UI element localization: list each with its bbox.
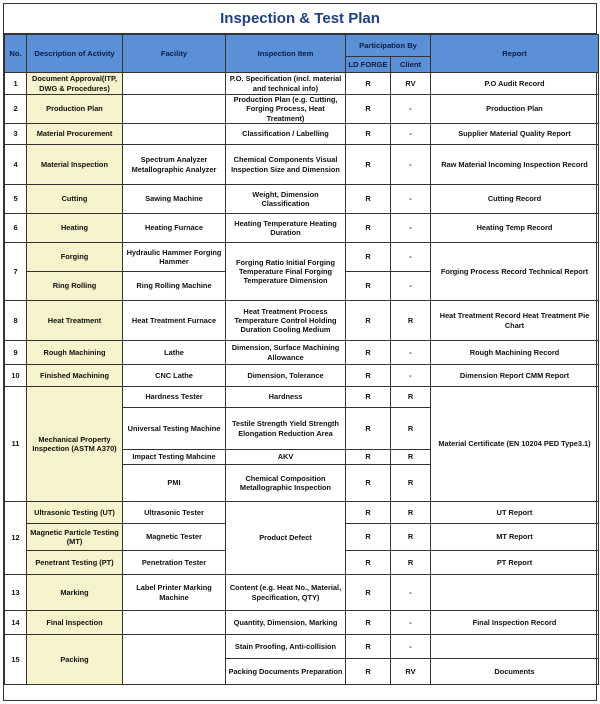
- inspection-item: Production Plan (e.g. Cutting, Forging Process, Heat Treatment): [226, 95, 346, 124]
- inspection-item: Weight, Dimension Classification: [226, 185, 346, 214]
- table-row: [5, 387, 599, 408]
- report: [431, 575, 599, 611]
- report: Heat Treatment Record Heat Treatment Pie Chart: [431, 301, 599, 341]
- facility: Impact Testing Mahcine: [123, 450, 226, 465]
- ld-forge-code: R: [346, 214, 391, 243]
- header-description: Description of Activity: [27, 35, 123, 73]
- row-number: 1: [5, 73, 27, 95]
- report: PT Report: [431, 551, 599, 575]
- inspection-item: Content (e.g. Heat No., Material, Specification, QTY): [226, 575, 346, 611]
- activity: Forging: [27, 243, 123, 272]
- report: MT Report: [431, 524, 599, 551]
- activity: Mechanical Property Inspection (ASTM A370): [27, 387, 123, 502]
- document-title: Inspection & Test Plan: [4, 4, 596, 34]
- inspection-item: Quantity, Dimension, Marking: [226, 611, 346, 635]
- client-code: RV: [391, 73, 431, 95]
- ld-forge-code: R: [346, 635, 391, 659]
- ld-forge-code: R: [346, 272, 391, 301]
- client-code: -: [391, 145, 431, 185]
- report: Raw Material Incoming Inspection Record: [431, 145, 599, 185]
- ld-forge-code: R: [346, 450, 391, 465]
- activity: Finished Machining: [27, 365, 123, 387]
- row-number: 8: [5, 301, 27, 341]
- report: Heating Temp Record: [431, 214, 599, 243]
- report: [431, 635, 599, 659]
- client-code: -: [391, 185, 431, 214]
- client-code: R: [391, 524, 431, 551]
- ld-forge-code: R: [346, 502, 391, 524]
- facility: Spectrum Analyzer Metallographic Analyzer: [123, 145, 226, 185]
- table-row: [5, 214, 599, 243]
- activity: Penetrant Testing (PT): [27, 551, 123, 575]
- client-code: R: [391, 301, 431, 341]
- header-client: Client: [391, 57, 431, 73]
- ld-forge-code: R: [346, 124, 391, 145]
- row-number: 6: [5, 214, 27, 243]
- facility: Heat Treatment Furnace: [123, 301, 226, 341]
- client-code: -: [391, 272, 431, 301]
- inspection-item: P.O. Specification (incl. material and technical info): [226, 73, 346, 95]
- row-number: 7: [5, 243, 27, 301]
- table-row: [5, 145, 599, 185]
- facility: Hydraulic Hammer Forging Hammer: [123, 243, 226, 272]
- table-row: [5, 611, 599, 635]
- inspection-item: Forging Ratio Initial Forging Temperature Final Forging Temperature Dimension: [226, 243, 346, 301]
- inspection-item: Packing Documents Preparation: [226, 659, 346, 685]
- ld-forge-code: R: [346, 301, 391, 341]
- ld-forge-code: R: [346, 95, 391, 124]
- client-code: R: [391, 450, 431, 465]
- table-row: [5, 124, 599, 145]
- row-number: 4: [5, 145, 27, 185]
- facility: [123, 124, 226, 145]
- row-number: 3: [5, 124, 27, 145]
- client-code: RV: [391, 659, 431, 685]
- ld-forge-code: R: [346, 524, 391, 551]
- inspection-item: Chemical Composition Metallographic Inspection: [226, 465, 346, 502]
- table-row: [5, 635, 599, 659]
- activity: Production Plan: [27, 95, 123, 124]
- facility: Penetration Tester: [123, 551, 226, 575]
- report: Supplier Material Quality Report: [431, 124, 599, 145]
- header-participation: Participation By: [346, 35, 431, 57]
- table-row: [5, 301, 599, 341]
- client-code: -: [391, 214, 431, 243]
- inspection-item: Testile Strength Yield Strength Elongation Reduction Area: [226, 408, 346, 450]
- activity: Final Inspection: [27, 611, 123, 635]
- report: UT Report: [431, 502, 599, 524]
- inspection-table: [4, 34, 599, 685]
- inspection-item: Classification / Labelling: [226, 124, 346, 145]
- row-number: 9: [5, 341, 27, 365]
- activity: Document Approval(ITP, DWG & Procedures): [27, 73, 123, 95]
- header-inspection-item: Inspection Item: [226, 35, 346, 73]
- row-number: 2: [5, 95, 27, 124]
- row-number: 15: [5, 635, 27, 685]
- facility: [123, 611, 226, 635]
- facility: Universal Testing Machine: [123, 408, 226, 450]
- ld-forge-code: R: [346, 145, 391, 185]
- activity: Marking: [27, 575, 123, 611]
- facility: Ultrasonic Tester: [123, 502, 226, 524]
- facility: Ring Rolling Machine: [123, 272, 226, 301]
- client-code: -: [391, 635, 431, 659]
- report: Dimension Report CMM Report: [431, 365, 599, 387]
- report: Production Plan: [431, 95, 599, 124]
- table-row: [5, 365, 599, 387]
- client-code: -: [391, 341, 431, 365]
- client-code: -: [391, 95, 431, 124]
- facility: PMI: [123, 465, 226, 502]
- ld-forge-code: R: [346, 659, 391, 685]
- facility: [123, 635, 226, 685]
- ld-forge-code: R: [346, 73, 391, 95]
- activity: Material Procurement: [27, 124, 123, 145]
- table-row: [5, 502, 599, 524]
- facility: [123, 73, 226, 95]
- ld-forge-code: R: [346, 185, 391, 214]
- activity: Rough Machining: [27, 341, 123, 365]
- inspection-item: Stain Proofing, Anti-collision: [226, 635, 346, 659]
- activity: Cutting: [27, 185, 123, 214]
- ld-forge-code: R: [346, 575, 391, 611]
- inspection-item: Product Defect: [226, 502, 346, 575]
- header-no: No.: [5, 35, 27, 73]
- row-number: 14: [5, 611, 27, 635]
- activity: Packing: [27, 635, 123, 685]
- facility: Hardness Tester: [123, 387, 226, 408]
- report: Material Certificate (EN 10204 PED Type3.1): [431, 387, 599, 502]
- table-row: [5, 95, 599, 124]
- row-number: 11: [5, 387, 27, 502]
- client-code: R: [391, 387, 431, 408]
- row-number: 10: [5, 365, 27, 387]
- report: P.O Audit Record: [431, 73, 599, 95]
- facility: Magnetic Tester: [123, 524, 226, 551]
- inspection-item: Heating Temperature Heating Duration: [226, 214, 346, 243]
- facility: Heating Furnace: [123, 214, 226, 243]
- header-report: Report: [431, 35, 599, 73]
- client-code: -: [391, 243, 431, 272]
- client-code: R: [391, 408, 431, 450]
- activity: Heat Treatment: [27, 301, 123, 341]
- client-code: R: [391, 502, 431, 524]
- header-facility: Facility: [123, 35, 226, 73]
- header-ld-forge: LD FORGE: [346, 57, 391, 73]
- inspection-item: AKV: [226, 450, 346, 465]
- report: Forging Process Record Technical Report: [431, 243, 599, 301]
- client-code: R: [391, 465, 431, 502]
- client-code: -: [391, 365, 431, 387]
- ld-forge-code: R: [346, 341, 391, 365]
- activity: Heating: [27, 214, 123, 243]
- activity: Magnetic Particle Testing (MT): [27, 524, 123, 551]
- table-row: [5, 575, 599, 611]
- activity: Ultrasonic Testing (UT): [27, 502, 123, 524]
- facility: Label Printer Marking Machine: [123, 575, 226, 611]
- itp-document: [3, 3, 597, 701]
- report: Cutting Record: [431, 185, 599, 214]
- report: Rough Machining Record: [431, 341, 599, 365]
- ld-forge-code: R: [346, 387, 391, 408]
- client-code: -: [391, 575, 431, 611]
- row-number: 13: [5, 575, 27, 611]
- inspection-item: Dimension, Surface Machining Allowance: [226, 341, 346, 365]
- ld-forge-code: R: [346, 465, 391, 502]
- row-number: 12: [5, 502, 27, 575]
- facility: [123, 95, 226, 124]
- ld-forge-code: R: [346, 611, 391, 635]
- inspection-item: Hardness: [226, 387, 346, 408]
- inspection-item: Chemical Components Visual Inspection Size and Dimension: [226, 145, 346, 185]
- table-row: [5, 341, 599, 365]
- ld-forge-code: R: [346, 243, 391, 272]
- client-code: -: [391, 611, 431, 635]
- row-number: 5: [5, 185, 27, 214]
- report: Final Inspection Record: [431, 611, 599, 635]
- report: Documents: [431, 659, 599, 685]
- table-row: [5, 185, 599, 214]
- ld-forge-code: R: [346, 408, 391, 450]
- ld-forge-code: R: [346, 551, 391, 575]
- ld-forge-code: R: [346, 365, 391, 387]
- facility: Sawing Machine: [123, 185, 226, 214]
- activity: Ring Rolling: [27, 272, 123, 301]
- table-row: [5, 243, 599, 272]
- activity: Material Inspection: [27, 145, 123, 185]
- inspection-item: Heat Treatment Process Temperature Control Holding Duration Cooling Medium: [226, 301, 346, 341]
- client-code: -: [391, 124, 431, 145]
- facility: CNC Lathe: [123, 365, 226, 387]
- facility: Lathe: [123, 341, 226, 365]
- table-row: [5, 73, 599, 95]
- inspection-item: Dimension, Tolerance: [226, 365, 346, 387]
- client-code: R: [391, 551, 431, 575]
